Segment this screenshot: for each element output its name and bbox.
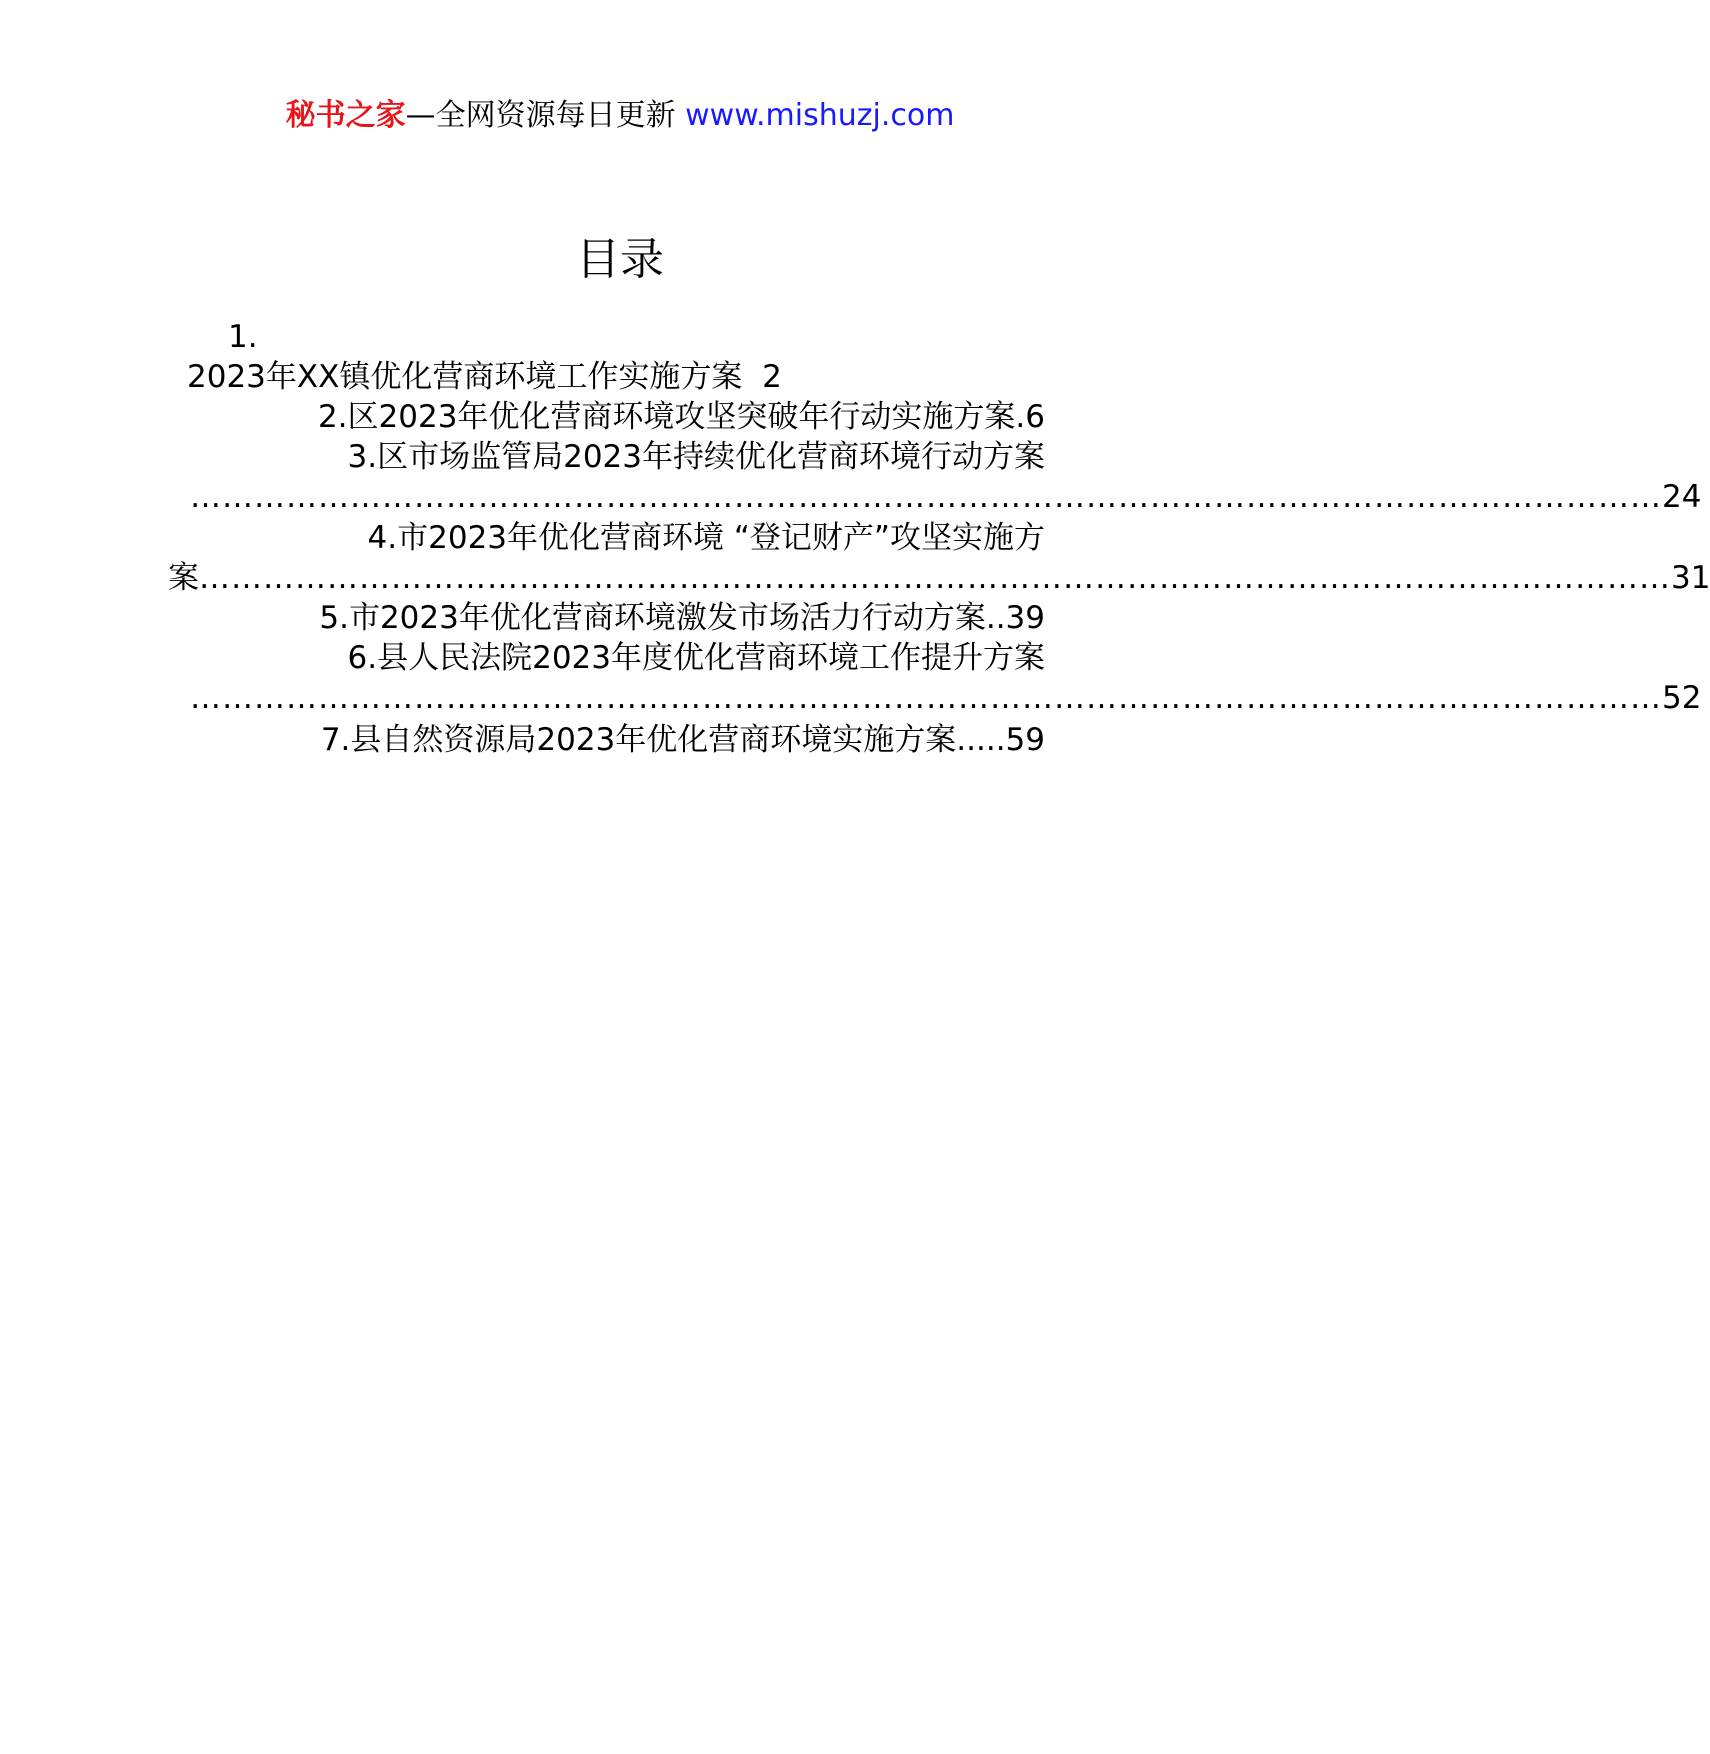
toc-entry-6-page: 52 <box>1662 680 1702 716</box>
dot-leader: ………………………………………………………………………………………………………………………… <box>190 479 1662 515</box>
toc-entry-2[interactable]: 2.区2023年优化营商环境攻坚突破年行动实施方案.6 <box>317 399 1045 435</box>
toc-entry-4-title-line1[interactable]: 4.市2023年优化营商环境 “登记财产”攻坚实施方 <box>367 520 1045 556</box>
toc-entry-7[interactable]: 7.县自然资源局2023年优化营商环境实施方案.....59 <box>320 722 1045 758</box>
toc-entry-3-leader[interactable] <box>190 475 1702 519</box>
document-title: 目录 <box>576 234 664 285</box>
toc-entry-1-number[interactable]: 1. <box>228 319 258 355</box>
toc-entry-3-page: 24 <box>1662 479 1702 515</box>
toc-entry-1[interactable] <box>187 355 782 399</box>
toc-entry-5[interactable]: 5.市2023年优化营商环境激发市场活力行动方案..39 <box>319 600 1045 636</box>
dot-leader: ………………………………………………………………………………………………………………………… <box>199 560 1671 596</box>
toc-entry-3-title[interactable]: 3.区市场监管局2023年持续优化营商环境行动方案 <box>347 439 1045 475</box>
site-header <box>0 96 1240 136</box>
dot-leader: ………………………………………………………………………………………………………………………… <box>190 680 1662 716</box>
site-url-link[interactable]: www.mishuzj.com <box>685 98 955 133</box>
toc-entry-4-title-line2: 案 <box>168 560 199 596</box>
slogan: —全网资源每日更新 <box>405 98 676 133</box>
toc-entry-4-leader[interactable] <box>168 556 1710 600</box>
toc-entry-4-page: 31 <box>1671 560 1710 596</box>
toc-entry-1-title: 2023年XX镇优化营商环境工作实施方案 <box>187 359 743 395</box>
toc-entry-6-title[interactable]: 6.县人民法院2023年度优化营商环境工作提升方案 <box>347 640 1045 676</box>
brand-name: 秘书之家 <box>285 98 406 133</box>
toc-entry-6-leader[interactable] <box>190 676 1702 720</box>
toc-entry-1-page: 2 <box>762 359 782 395</box>
